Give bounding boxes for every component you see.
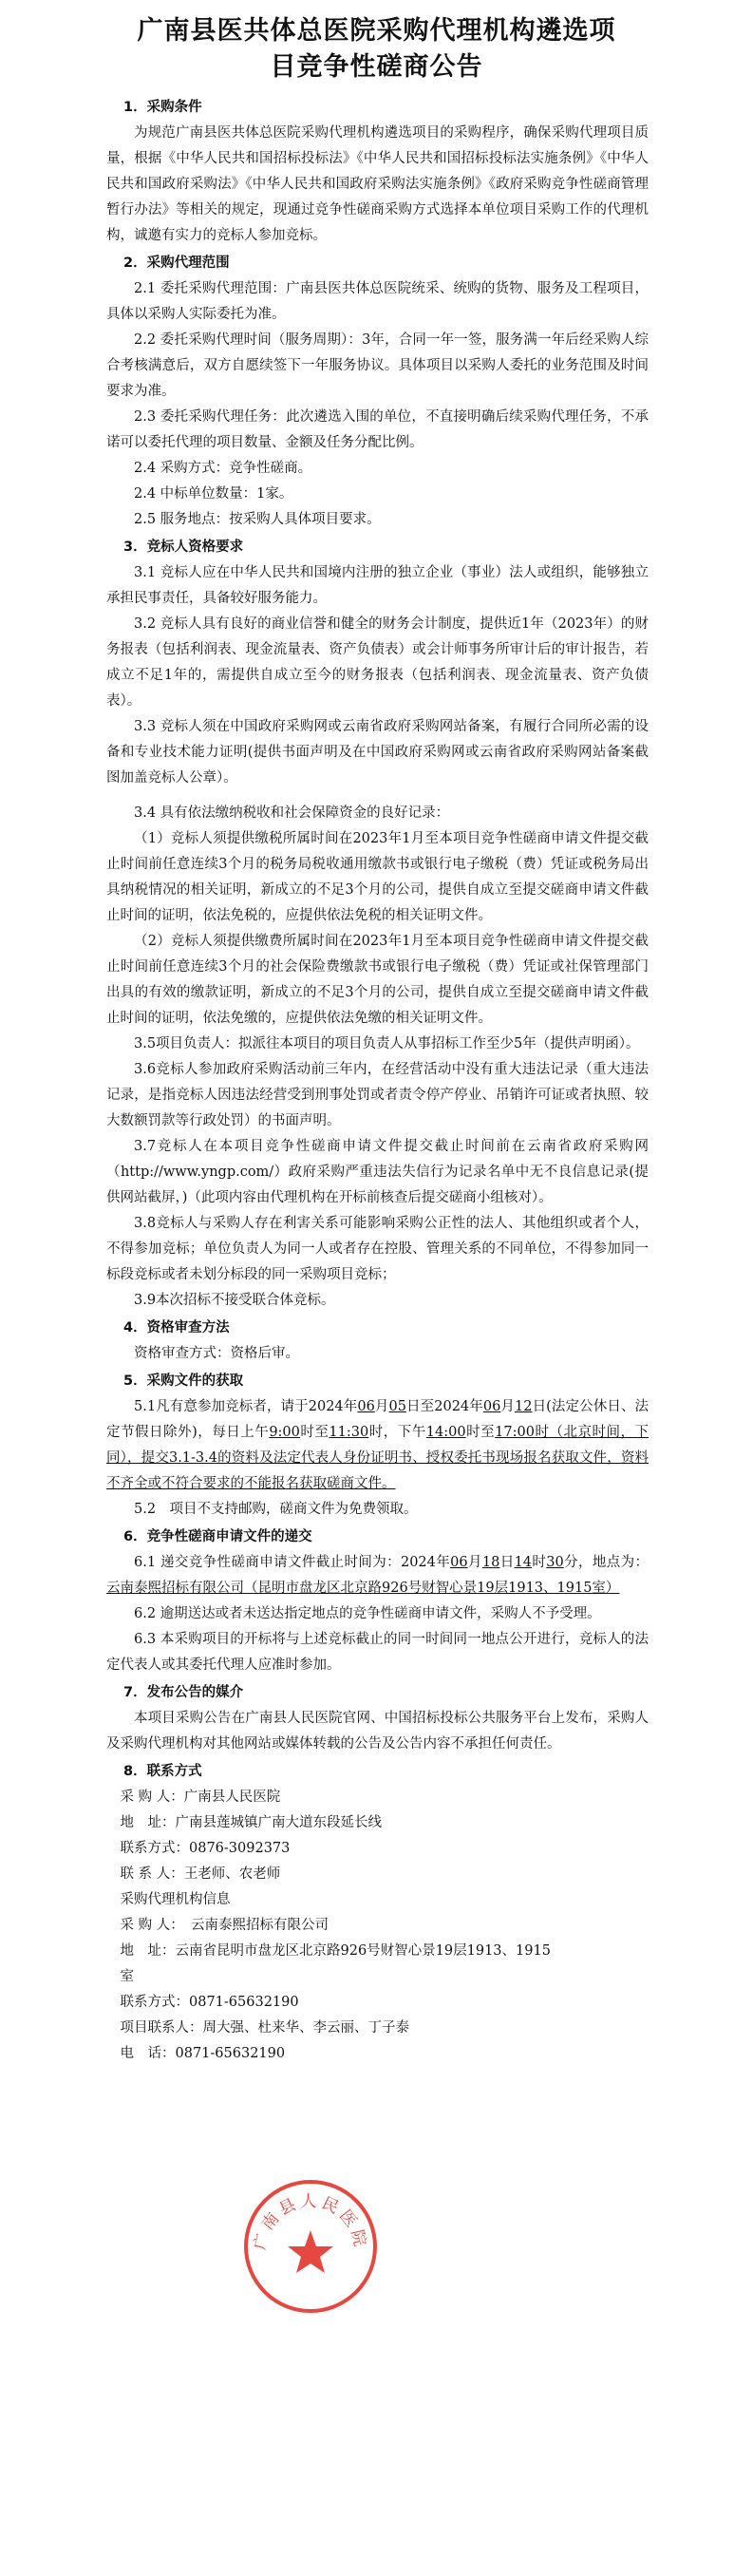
section-4-heading: 4．资格审查方法: [123, 1320, 230, 1335]
agency-phone: 联系方式：0871-65632190: [120, 1995, 299, 2010]
paragraph-2-1: 2.1 委托采购代理范围：广南县医共体总医院统采、统购的货物、服务及工程项目，具体以采购人实际委托为准。: [106, 281, 649, 322]
section-8-heading: 8．联系方式: [123, 1764, 202, 1779]
document-body: [0, 95, 753, 2067]
section-1-heading: 1．采购条件: [123, 100, 202, 115]
agency-telephone: 电 话：0871-65632190: [120, 2046, 286, 2061]
contact-address: 地 址：广南县莲城镇广南大道东段延长线: [120, 1815, 382, 1830]
official-seal: [239, 2175, 382, 2318]
document-title: [0, 13, 753, 85]
title-line-2: 目竞争性磋商公告: [270, 52, 483, 82]
section-1-paragraph: 为规范广南县医共体总医院采购代理机构遴选项目的采购程序，确保采购代理项目质量，根据《中华人民共和国招标投标法》《中华人民共和国招标投标法实施条例》《中华人民共和国政府采购法》《中华人民共和国政府采购法实施条例》《政府采购竞争性磋商管理暂行办法》等相关的规定，现通过竞争性磋商采购方式选择本单位项目采购工作的代理机构，诚邀有实力的竞标人参加竞标。: [106, 125, 649, 243]
paragraph-6-2: 6.2 逾期送达或者未送达指定地点的竞争性磋商申请文件，采购人不予受理。: [134, 1606, 601, 1621]
paragraph-3-8: 3.8竞标人与采购人存在利害关系可能影响采购公正性的法人、其他组织或者个人，不得参加竞标；单位负责人为同一人或者存在控股、管理关系的不同单位，不得参加同一标段竞标或者未划分标段的同一采购项目竞标；: [106, 1216, 649, 1282]
paragraph-6-1: 6.1 递交竞争性磋商申请文件截止时间为：2024年06月18日14时30分，地点为：云南泰熙招标有限公司（昆明市盘龙区北京路926号财智心景19层1913、1915室）: [106, 1555, 649, 1596]
agency-info-heading: 采购代理机构信息: [120, 1892, 231, 1907]
section-2-heading: 2．采购代理范围: [123, 256, 230, 271]
paragraph-3-3: 3.3 竞标人须在中国政府采购网或云南省政府采购网站备案，有履行合同所必需的设备和专业技术能力证明(提供书面声明及在中国政府采购网或云南省政府采购网站备案截图加盖竞标人公章）。: [106, 719, 649, 786]
agency-address: 地 址：云南省昆明市盘龙区北京路926号财智心景19层1913、1915: [120, 1943, 551, 1959]
section-6-heading: 6．竞争性磋商申请文件的递交: [123, 1529, 312, 1544]
paragraph-5-2: 5.2 项目不支持邮购，磋商文件为免费领取。: [134, 1502, 418, 1517]
agency-name: 采 购 人： 云南泰熙招标有限公司: [120, 1918, 329, 1933]
paragraph-2-4b: 2.4 中标单位数量：1家。: [134, 486, 293, 502]
paragraph-2-2: 2.2 委托采购代理时间（服务周期）：3年，合同一年一签，服务满一年后经采购人综合考核满意后，双方自愿续签下一年服务协议。具体项目以采购人委托的业务范围及时间要求为准。: [106, 332, 649, 399]
contact-phone: 联系方式：0876-3092373: [120, 1841, 291, 1856]
paragraph-3-1: 3.1 竞标人应在中华人民共和国境内注册的独立企业（事业）法人或组织，能够独立承担民事责任，具备较好服务能力。: [106, 565, 649, 606]
paragraph-2-4: 2.4 采购方式：竞争性磋商。: [134, 461, 312, 476]
paragraph-3-4: 3.4 具有依法缴纳税收和社会保障资金的良好记录：: [134, 805, 450, 821]
section-3-heading: 3．竞标人资格要求: [123, 540, 244, 555]
svg-text:广南县人民医院: 广南县人民医院: [251, 2192, 370, 2252]
paragraph-3-7: 3.7竞标人在本项目竞争性磋商申请文件提交截止时间前在云南省政府采购网（http://www.yngp.com/）政府采购严重违法失信行为记录名单中无不良信息记录(提供网站截屏，)（此项内容由代理机构在开标前核查后提交磋商小组核对）。: [106, 1139, 649, 1205]
section-7-heading: 7．发布公告的媒介: [123, 1685, 244, 1700]
paragraph-5-1: 5.1凡有意参加竞标者，请于2024年06月05日至2024年06月12日(法定公休日、法定节假日除外)，每日上午9:00时至11:30时，下午14:00时至17:00时（北京时间，下同），提交3.1-3.4的资料及法定代表人身份证明书、授权委托书现场报名获取文件，资料不齐全或不符合要求的不能报名获取磋商文件。: [106, 1399, 649, 1491]
paragraph-3-9: 3.9本次招标不接受联合体竞标。: [134, 1293, 335, 1308]
paragraph-3-6: 3.6竞标人参加政府采购活动前三年内，在经营活动中没有重大违法记录（重大违法记录，是指竞标人因违法经营受到刑事处罚或者责令停产停业、吊销许可证或者执照、较大数额罚款等行政处罚）的书面声明。: [106, 1062, 649, 1128]
agency-address-cont: 室: [120, 1969, 134, 1984]
paragraph-6-3: 6.3 本采购项目的开标将与上述竞标截止的同一时间同一地点公开进行，竞标人的法定代表人或其委托代理人应准时参加。: [106, 1632, 649, 1673]
agency-contacts: 项目联系人：周大强、杜来华、李云丽、丁子泰: [120, 2020, 409, 2036]
paragraph-7: 本项目采购公告在广南县人民医院官网、中国招标投标公共服务平台上发布，采购人及采购代理机构对其他网站或媒体转载的公告及公告内容不承担任何责任。: [106, 1711, 649, 1752]
title-line-1: 广南县医共体总医院采购代理机构遴选项: [137, 16, 616, 46]
paragraph-3-4-2: （2）竞标人须提供缴费所属时间在2023年1月至本项目竞争性磋商申请文件提交截止时间前任意连续3个月的社会保险费缴款书或银行电子缴税（费）凭证或社保管理部门出具的有效的缴款证明，新成立的不足3个月的公司，提供自成立至提交磋商申请文件截止时间的证明，依法免缴的，应提供依法免缴的相关证明文件。: [106, 934, 649, 1026]
paragraph-3-2: 3.2 竞标人具有良好的商业信誉和健全的财务会计制度，提供近1年（2023年）的财务报表（包括利润表、现金流量表、资产负债表）或会计师事务所审计后的审计报告，若成立不足1年的，需提供自成立至今的财务报表（包括利润表、现金流量表、资产负债表）。: [106, 616, 649, 709]
paragraph-3-4-1: （1）竞标人须提供缴税所属时间在2023年1月至本项目竞争性磋商申请文件提交截止时间前任意连续3个月的税务局税收通用缴款书或银行电子缴税（费）凭证或税务局出具纳税情况的相关证明，新成立的不足3个月的公司，提供自成立至提交磋商申请文件截止时间的证明，依法免税的，应提供依法免税的相关证明文件。: [106, 831, 649, 923]
contact-purchaser: 采 购 人：广南县人民医院: [120, 1790, 281, 1805]
contact-person: 联 系 人：王老师、农老师: [120, 1866, 281, 1882]
paragraph-4: 资格审查方式：资格后审。: [134, 1346, 299, 1361]
paragraph-2-5: 2.5 服务地点：按采购人具体项目要求。: [134, 512, 381, 527]
section-5-heading: 5．采购文件的获取: [123, 1373, 244, 1389]
paragraph-2-3: 2.3 委托采购代理任务：此次遴选入围的单位，不直接明确后续采购代理任务，不承诺可以委托代理的项目数量、金额及任务分配比例。: [106, 409, 649, 450]
paragraph-3-5: 3.5项目负责人：拟派往本项目的项目负责人从事招标工作至少5年（提供声明函）。: [134, 1036, 640, 1051]
